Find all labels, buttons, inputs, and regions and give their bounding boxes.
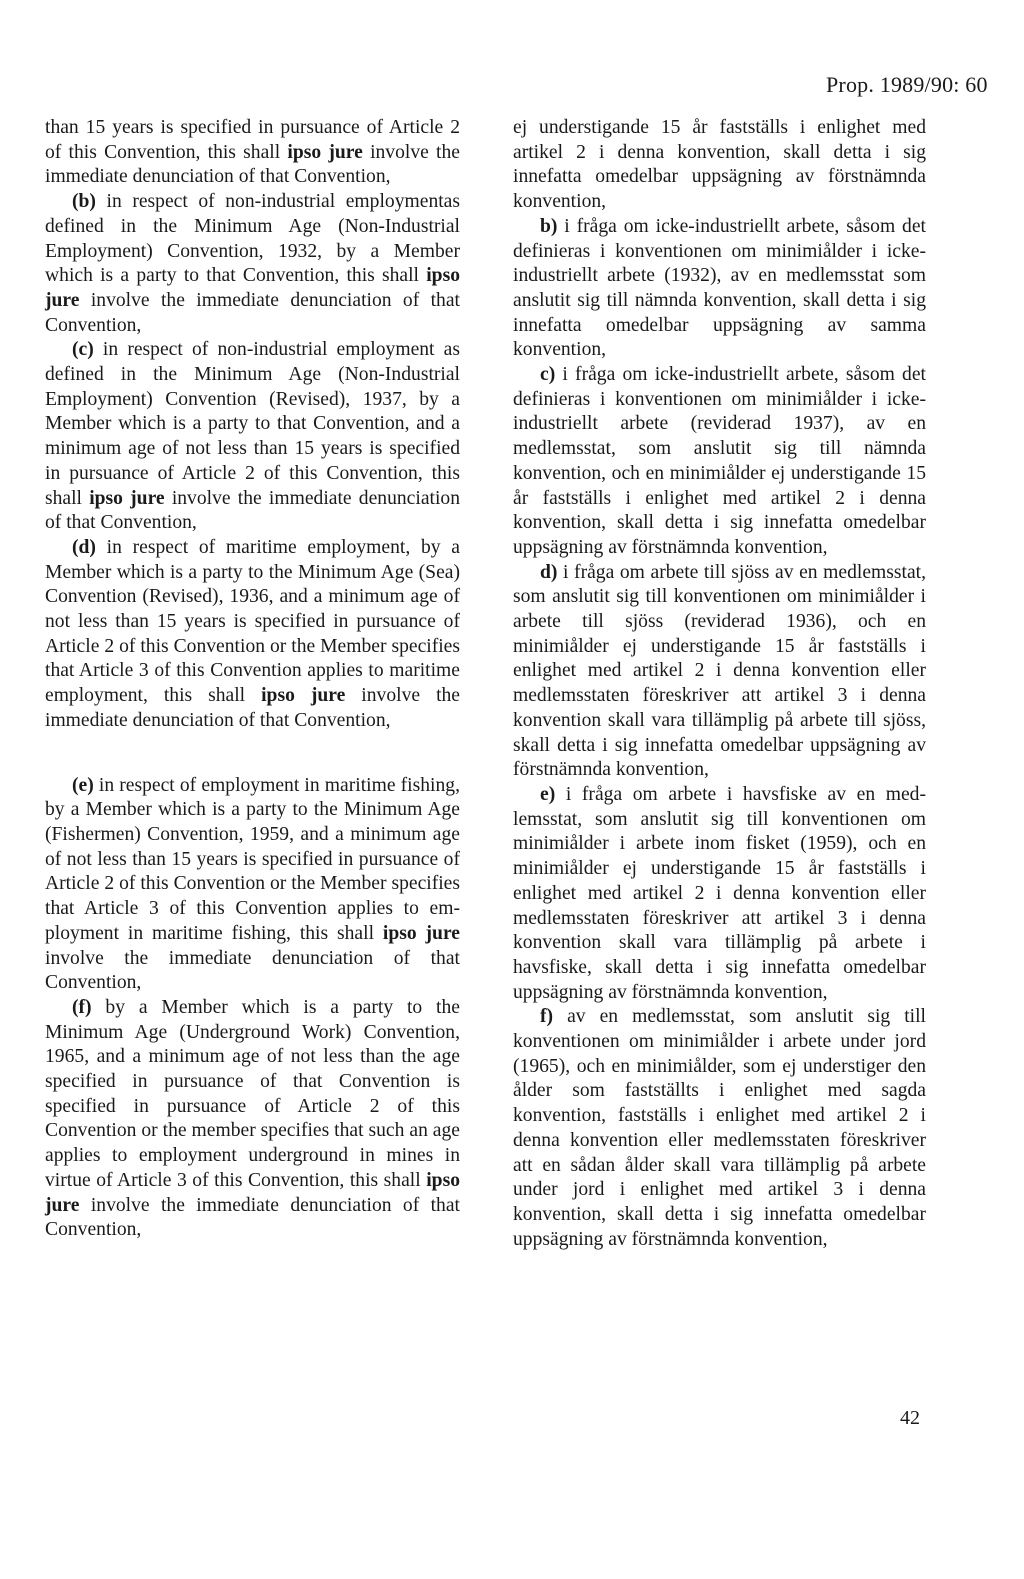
sv-paragraph-d: d) i fråga om arbete till sjöss av en medlemsstat, som anslutit sig till konventionen om minimiålder i arbete till sjöss (reviderad 1936), och en minimiålder ej understigande 15 år fastställs i enlighet med artikel 2 i denna konvention eller medlemsstaten föreskriver att artikel 3 i denna konvention skall vara tillämplig på arbete till sjöss, skall detta i sig innefatta omedelbar uppsägning av förstnämnda konvention, bbox=[513, 561, 926, 781]
sv-paragraph-a-end: ej understigande 15 år fastställs i enlighet med artikel 2 i denna konvention, skall detta i sig innefatta omedelbar uppsägning av förstnämnda konvention, bbox=[513, 117, 926, 213]
running-header: Prop. 1989/90: 60 bbox=[826, 72, 988, 97]
en-paragraph-e: (e) in respect of employment in maritime fishing, by a Member which is a party to the Minimum Age (Fishermen) Convention, 1959, and a minimum age of not less than 15 years is specified in pursuance of Article 2 of this Convention or the Member specifies that Article 3 of this Convention applies to employment in maritime fishing, this shall ipso jure involve the immediate denunciation of that Convention, bbox=[45, 774, 460, 994]
en-paragraph-f: (f) by a Member which is a party to the Minimum Age (Underground Work) Convention, 1965, and a minimum age of not less than the age specified in pursuance of that Convention is specified in pursuance of Article 2 of this Convention or the member specifies that such an age applies to employment underground in mines in virtue of Article 3 of this Convention, this shall ipso jure involve the immediate denunciation of that Convention, bbox=[45, 996, 460, 1241]
en-paragraph-d: (d) in respect of maritime employment, by a Member which is a party to the Minimum Age (Sea) Convention (Revised), 1936, and a minimum age of not less than 15 years is specified in pursuance of Article 2 of this Convention or the Member specifies that Article 3 of this Convention applies to maritime employment, this shall ipso jure involve the immediate denunciation of that Convention, bbox=[45, 536, 461, 731]
en-paragraph-b: (b) in respect of non-industrial employmentas defined in the Minimum Age (Non-Industrial Employment) Convention, 1932, by a Member which is a party to that Convention, this shall ipso jure involve the immediate denunciation of that Convention, bbox=[45, 191, 460, 336]
sv-paragraph-e: e) i fråga om arbete i havsfiske av en medlemsstat, som anslutit sig till konventionen om minimiålder i arbete inom fisket (1959), och en minimiålder ej understigande 15 år fastställs i enlighet med artikel 2 i denna konvention eller medlemsstaten föreskriver att artikel 3 i denna konvention skall vara tillämplig på arbete i havsfiske, skall detta i sig innefatta omedelbar uppsägning av förstnämnda konvention, bbox=[513, 783, 926, 1003]
en-paragraph-a-end: than 15 years is specified in pursuance of Article 2 of this Convention, this shall ipso jure involve the immediate denunciation of that Convention, bbox=[45, 117, 460, 188]
sv-paragraph-b: b) i fråga om icke-industriellt arbete, såsom det definieras i konventionen om minimiålder i icke-industriellt arbete (1932), av en medlemsstat som anslutit sig till nämnda konvention, skall detta i sig innefatta omedelbar uppsägning av samma konvention, bbox=[513, 215, 926, 361]
paragraph-gap bbox=[45, 734, 460, 774]
sv-paragraph-c: c) i fråga om icke-industriellt arbete, såsom det definieras i konventionen om minimiålder i icke-industriellt arbete (reviderad 1937), av en medlemsstat, som anslutit sig till nämnda konvention, och en minimiålder ej understigande 15 år fastställs i enlighet med artikel 2 i denna konvention, skall detta i sig innefatta omedelbar uppsägning av förstnämnda konvention, bbox=[513, 364, 926, 558]
en-paragraph-c: (c) in respect of non-industrial employment as defined in the Minimum Age (Non-Industrial Employment) Convention (Revised), 1937, by a Member which is a party to that Convention, and a minimum age of not less than 15 years is specified in pursuance of Article 2 of this Convention, this shall ipso jure involve the immediate denunciation of that Convention, bbox=[45, 339, 460, 534]
english-column bbox=[45, 116, 460, 1243]
swedish-column bbox=[513, 116, 926, 1252]
page-number: 42 bbox=[900, 1407, 920, 1429]
sv-paragraph-f: f) av en medlemsstat, som anslutit sig till konventionen om minimiålder i arbete under jord (1965), och en minimiålder, som ej understiger den ålder som fastställts i enlighet med sagda konvention, fastställs i enlighet med artikel 2 i denna konvention eller medlemsstaten föreskriver att en sådan ålder skall vara tillämplig på arbete under jord i enlighet med artikel 3 i denna konvention, skall detta i sig innefatta omedelbar uppsägning av förstnämnda konvention, bbox=[513, 1006, 926, 1250]
